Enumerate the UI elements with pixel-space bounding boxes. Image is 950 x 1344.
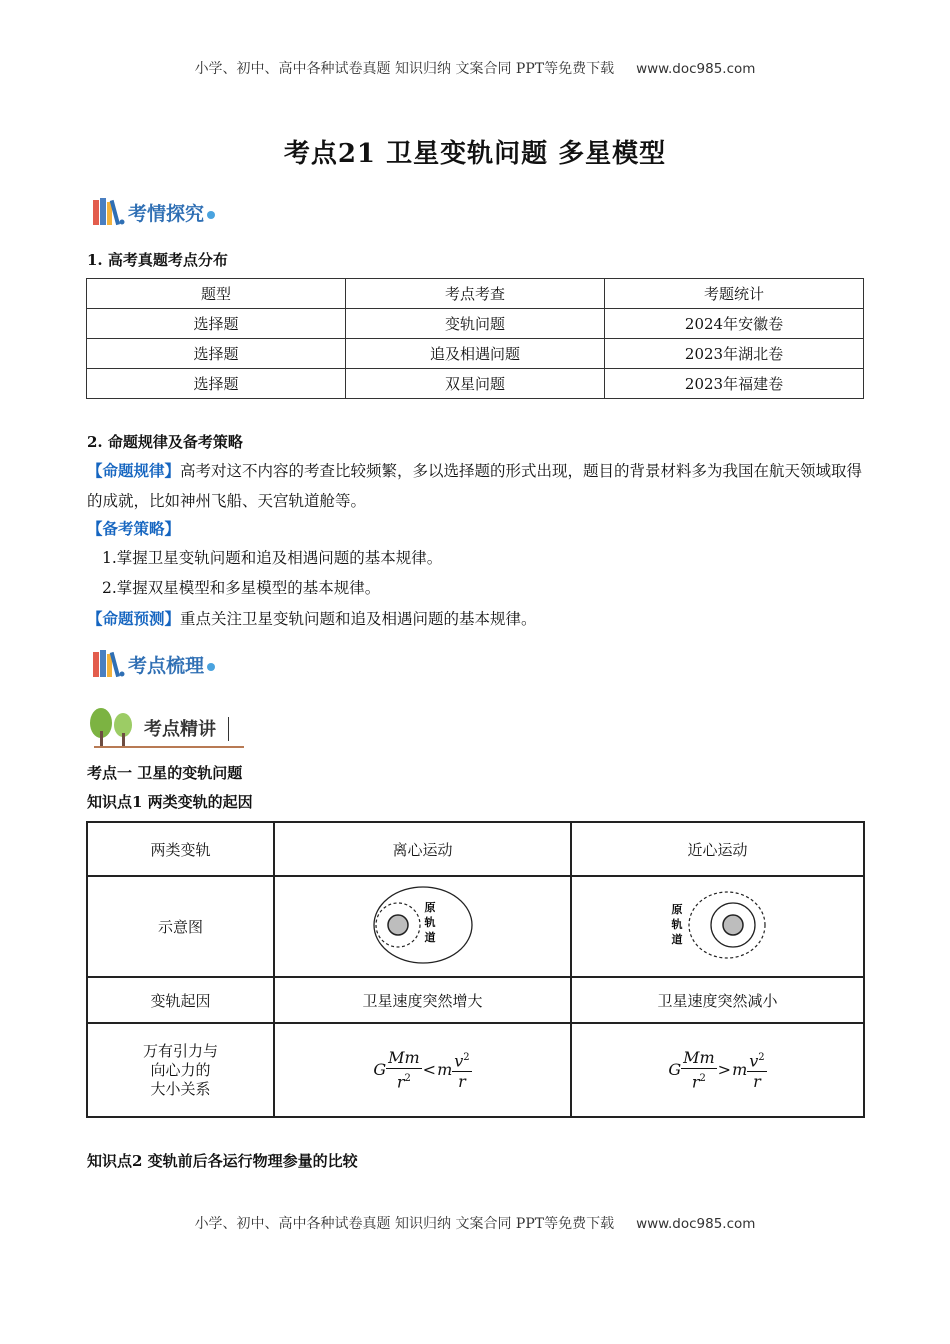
centrifugal-diagram-cell (274, 876, 571, 977)
rule-tag: 【命题规律】 (87, 461, 181, 480)
row-label-line: 万有引力与 (142, 1041, 218, 1060)
formula-exponent: 2 (463, 1051, 470, 1063)
table-header-row (87, 279, 864, 309)
strategy-tag-line (87, 514, 865, 544)
row-label-line: 向心力的 (150, 1060, 211, 1079)
formula-fraction (681, 1048, 717, 1092)
predict-text: 重点关注卫星变轨问题和追及相遇问题的基本规律。 (180, 610, 537, 628)
table-header-cell: 考点考查 (346, 279, 605, 309)
footer-text: 小学、初中、高中各种试卷真题 知识归纳 文案合同 PPT等免费下载 (194, 1216, 615, 1232)
orbit-label-char: 道 (671, 932, 682, 946)
formula-numerator (747, 1048, 766, 1072)
banner-underline (94, 746, 244, 748)
formula-symbol: r (691, 1072, 700, 1092)
books-icon (91, 649, 125, 679)
table-cell: 追及相遇问题 (346, 339, 605, 369)
centrifugal-formula (373, 1048, 471, 1092)
table-header-cell: 题型 (87, 279, 346, 309)
banner-kaodian-jingjiang (88, 705, 248, 749)
formula-denominator: r (458, 1072, 466, 1092)
table-row (87, 339, 864, 369)
orbit-label-char: 轨 (671, 917, 682, 931)
strategy-tag: 【备考策略】 (87, 519, 181, 538)
table-cell: 选择题 (87, 369, 346, 399)
table-header-cell: 离心运动 (274, 822, 571, 876)
formula-fraction (386, 1048, 422, 1092)
topic-heading: 考点一 卫星的变轨问题 (87, 764, 243, 782)
table-cell: 双星问题 (346, 369, 605, 399)
row-label-line: 大小关系 (150, 1079, 211, 1098)
banner-divider (228, 717, 229, 741)
formula-denominator: r (753, 1072, 761, 1092)
formula-denominator (397, 1069, 411, 1092)
table-cell: 选择题 (87, 339, 346, 369)
table-cell: 选择题 (87, 309, 346, 339)
page-header (0, 58, 950, 78)
table-header-cell: 近心运动 (571, 822, 864, 876)
exam-distribution-table (86, 278, 864, 399)
formula-cell (274, 1023, 571, 1117)
formula-exponent: 2 (699, 1072, 706, 1084)
knowledge-point-heading: 知识点1 两类变轨的起因 (87, 793, 253, 811)
section-heading-1: 1. 高考真题考点分布 (87, 251, 228, 269)
orbit-label-char: 原 (671, 902, 682, 916)
formula-exponent: 2 (404, 1072, 411, 1084)
banner-title: 考点梳理 (128, 654, 205, 677)
formula-symbol: v (454, 1051, 464, 1071)
banner-kaodian-shuli (91, 647, 215, 681)
cause-cell: 卫星速度突然减小 (571, 977, 864, 1023)
footer-site-link[interactable]: www.doc985.com (636, 1216, 756, 1232)
row-label: 变轨起因 (87, 977, 274, 1023)
rule-text: 高考对这不内容的考查比较频繁，多以选择题的形式出现，题目的背景材料多为我国在航天领域取得的成就，比如神州飞船、天宫轨道舱等。 (87, 462, 863, 510)
header-site-link[interactable]: www.doc985.com (636, 61, 756, 77)
formula-symbol: G (373, 1060, 387, 1080)
formula-numerator: Mm (388, 1047, 420, 1067)
formula-fraction (452, 1048, 471, 1092)
table-cell: 变轨问题 (346, 309, 605, 339)
table-cell: 2024年安徽卷 (605, 309, 864, 339)
table-cell: 2023年湖北卷 (605, 339, 864, 369)
table-header-cell: 考题统计 (605, 279, 864, 309)
section-heading-2: 2. 命题规律及备考策略 (87, 433, 243, 451)
table-row (87, 977, 864, 1023)
formula-numerator (452, 1048, 471, 1072)
header-text: 小学、初中、高中各种试卷真题 知识归纳 文案合同 PPT等免费下载 (194, 61, 615, 77)
centripetal-diagram-cell (571, 876, 864, 977)
orbit-label-char: 轨 (424, 915, 435, 929)
page-footer (0, 1213, 950, 1233)
centripetal-orbit-diagram (663, 880, 773, 970)
formula-symbol: m (437, 1060, 453, 1080)
banner-kaoqing (91, 195, 215, 229)
formula-symbol: v (749, 1051, 759, 1071)
dot-icon (207, 663, 215, 671)
table-row (87, 369, 864, 399)
table-header-row (87, 822, 864, 876)
table-row (87, 309, 864, 339)
formula-cell (571, 1023, 864, 1117)
formula-operator: > (717, 1060, 732, 1080)
strategy-item: 2.掌握双星模型和多星模型的基本规律。 (102, 579, 381, 597)
formula-exponent: 2 (758, 1051, 765, 1063)
formula-denominator (692, 1069, 706, 1092)
row-label: 示意图 (87, 876, 274, 977)
formula-operator: < (422, 1060, 437, 1080)
dot-icon (207, 211, 215, 219)
predict-tag: 【命题预测】 (87, 609, 181, 628)
formula-symbol: r (396, 1072, 405, 1092)
table-cell: 2023年福建卷 (605, 369, 864, 399)
centripetal-formula (668, 1048, 766, 1092)
table-header-cell: 两类变轨 (87, 822, 274, 876)
page-title: 考点21 卫星变轨问题 多星模型 (283, 139, 667, 169)
orbit-change-table (86, 821, 865, 1118)
formula-symbol: m (732, 1060, 748, 1080)
orbit-label-char: 道 (424, 930, 435, 944)
predict-paragraph (87, 604, 865, 634)
banner-title: 考点精讲 (144, 719, 216, 740)
formula-fraction (747, 1048, 766, 1092)
formula-numerator: Mm (683, 1047, 715, 1067)
knowledge-point-heading: 知识点2 变轨前后各运行物理参量的比较 (87, 1152, 358, 1170)
rule-paragraph (87, 456, 865, 516)
formula-symbol: G (668, 1060, 682, 1080)
cause-cell: 卫星速度突然增大 (274, 977, 571, 1023)
strategy-item: 1.掌握卫星变轨问题和追及相遇问题的基本规律。 (102, 549, 443, 567)
table-row (87, 876, 864, 977)
table-row (87, 1023, 864, 1117)
centrifugal-orbit-diagram (368, 880, 478, 970)
books-icon (91, 197, 125, 227)
orbit-label-char: 原 (424, 900, 435, 914)
banner-title: 考情探究 (128, 202, 205, 225)
trees-icon (88, 705, 138, 749)
row-label (87, 1023, 274, 1117)
